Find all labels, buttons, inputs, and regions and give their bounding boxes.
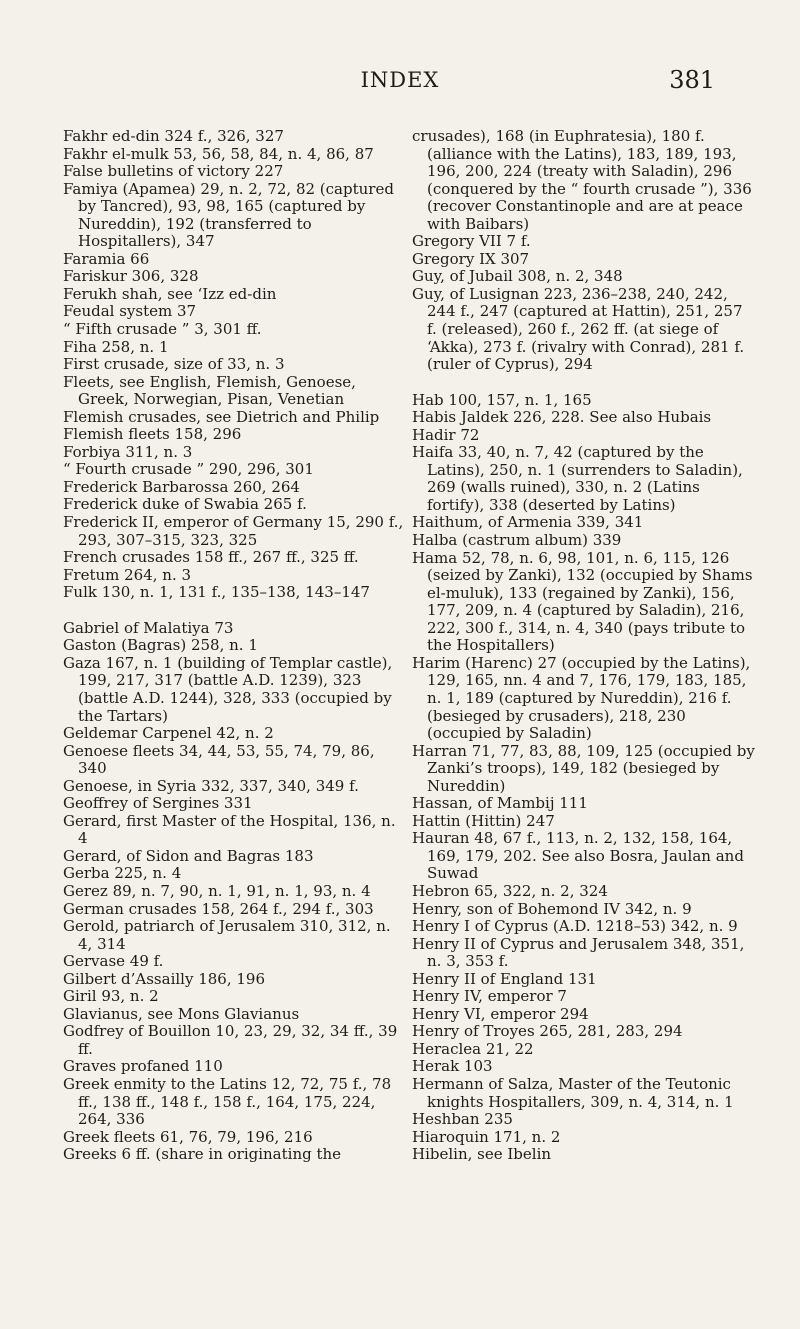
index-entry: Gilbert d’Assailly 186, 196: [63, 969, 265, 988]
index-entry: Henry VI, emperor 294: [412, 1004, 589, 1023]
index-entry: Fretum 264, n. 3: [63, 565, 192, 584]
index-entry: Hadir 72: [412, 425, 480, 444]
index-entry: Faramia 66: [63, 249, 150, 268]
letter-group-gap: [63, 602, 406, 620]
index-entry: Hibelin, see Ibelin: [412, 1145, 552, 1164]
index-entry: Graves profaned 110: [63, 1057, 223, 1076]
index-entry: Hebron 65, 322, n. 2, 324: [412, 881, 608, 900]
index-entry: Fakhr ed-din 324 f., 326, 327: [63, 127, 284, 145]
index-entry: Genoese, in Syria 332, 337, 340, 349 f.: [63, 776, 359, 795]
index-entry: Henry, son of Bohemond IV 342, n. 9: [412, 899, 692, 918]
index-entry: Herak 103: [412, 1057, 493, 1076]
index-entry: Fakhr el-mulk 53, 56, 58, 84, n. 4, 86, 87: [63, 144, 374, 163]
index-entry: German crusades 158, 264 f., 294 f., 303: [63, 899, 374, 918]
index-entry: Famiya (Apamea) 29, n. 2, 72, 82 (captured by Tancred), 93, 98, 165 (captured by Nureddin), 192 (transferred to Hospitallers), 347: [63, 179, 394, 251]
index-entry: Ferukh shah, see ‘Izz ed-din: [63, 284, 277, 303]
index-entry: Frederick duke of Swabia 265 f.: [63, 495, 307, 514]
index-entry: First crusade, size of 33, n. 3: [63, 355, 285, 374]
running-head: INDEX: [360, 68, 440, 92]
index-entry: False bulletins of victory 227: [63, 162, 284, 181]
index-entry: Glavianus, see Mons Glavianus: [63, 1004, 300, 1023]
index-entry: “ Fourth crusade ” 290, 296, 301: [63, 460, 314, 479]
index-entry: Fariskur 306, 328: [63, 267, 199, 286]
index-entry: Halba (castrum album) 339: [412, 531, 622, 550]
index-entry: Gregory VII 7 f.: [412, 232, 531, 251]
index-entry: Hattin (Hittin) 247: [412, 811, 555, 830]
index-entry: Gaston (Bagras) 258, n. 1: [63, 636, 258, 655]
index-entry: Guy, of Jubail 308, n. 2, 348: [412, 267, 623, 286]
index-entry: Gervase 49 f.: [63, 952, 164, 971]
index-entry: Guy, of Lusignan 223, 236–238, 240, 242, 244 f., 247 (captured at Hattin), 251, 257 f. (released), 260 f., 262 ff. (at siege of ‘Akka), 273 f. (rivalry with Conrad), 281 f. (ruler of Cyprus), 294: [412, 284, 745, 374]
index-entry: Genoese fleets 34, 44, 53, 55, 74, 79, 86, 340: [63, 741, 375, 778]
index-entry: Hab 100, 157, n. 1, 165: [412, 390, 592, 409]
index-entry: Gregory IX 307: [412, 249, 530, 268]
index-entry: Gaza 167, n. 1 (building of Templar castle), 199, 217, 317 (battle A.D. 1239), 323 (battle A.D. 1244), 328, 333 (occupied by the Tartars): [63, 653, 393, 725]
index-entry: Heraclea 21, 22: [412, 1039, 534, 1058]
index-entry: Hama 52, 78, n. 6, 98, 101, n. 6, 115, 126 (seized by Zanki), 132 (occupied by Shams el-muluk), 133 (regained by Zanki), 156, 177, 209, n. 4 (captured by Saladin), 216, 222, 300 f., 314, n. 4, 340 (pays tribute to the Hospitallers): [412, 548, 753, 655]
index-entry: Henry II of Cyprus and Jerusalem 348, 351, n. 3, 353 f.: [412, 934, 745, 971]
index-entry: Frederick II, emperor of Germany 15, 290 f., 293, 307–315, 323, 325: [63, 513, 404, 549]
index-entry: Greeks 6 ff. (share in originating the: [63, 1145, 342, 1164]
index-entry: French crusades 158 ff., 267 ff., 325 ff.: [63, 548, 359, 567]
index-entry: Habis Jaldek 226, 228. See also Hubais: [412, 408, 712, 427]
index-entry: Geoffrey of Sergines 331: [63, 794, 253, 813]
index-entry: Fiha 258, n. 1: [63, 337, 169, 356]
index-entry: Frederick Barbarossa 260, 264: [63, 477, 300, 496]
index-entry: Harran 71, 77, 83, 88, 109, 125 (occupied by Zanki’s troops), 149, 182 (besieged by Nureddin): [412, 741, 755, 795]
index-entry: Greek enmity to the Latins 12, 72, 75 f., 78 ff., 138 ff., 148 f., 158 f., 164, 175, 224, 264, 336: [63, 1074, 392, 1129]
index-entry: Geldemar Carpenel 42, n. 2: [63, 724, 274, 743]
index-entry: Hassan, of Mambij 111: [412, 794, 588, 813]
page-header: [0, 60, 800, 100]
index-entry: Gerold, patriarch of Jerusalem 310, 312, n. 4, 314: [63, 917, 391, 953]
index-column-right: [412, 128, 755, 1164]
page-number: 381: [669, 66, 715, 94]
index-entry: Forbiya 311, n. 3: [63, 442, 193, 461]
index-entry: Fleets, see English, Flemish, Genoese, Greek, Norwegian, Pisan, Venetian: [63, 372, 356, 409]
index-entry: “ Fifth crusade ” 3, 301 ff.: [63, 320, 262, 339]
index-entry: Henry of Troyes 265, 281, 283, 294: [412, 1022, 683, 1041]
index-entry: crusades), 168 (in Euphratesia), 180 f. (alliance with the Latins), 183, 189, 193, 196, 200, 224 (treaty with Saladin), 296 (conquered by the “ fourth crusade ”), 336 (recover Constantinople and are at peace with Baibars): [412, 127, 752, 233]
index-entry: Giril 93, n. 2: [63, 987, 159, 1006]
index-entry: Henry I of Cyprus (A.D. 1218–53) 342, n. 9: [412, 917, 738, 936]
index-entry: Flemish fleets 158, 296: [63, 425, 242, 444]
index-entry: Haithum, of Armenia 339, 341: [412, 513, 644, 532]
index-entry: Gabriel of Malatiya 73: [63, 618, 234, 637]
index-entry: Feudal system 37: [63, 302, 197, 321]
index-entry: Gerard, of Sidon and Bagras 183: [63, 846, 314, 865]
index-entry: Heshban 235: [412, 1110, 513, 1129]
index-entry: Hauran 48, 67 f., 113, n. 2, 132, 158, 164, 169, 179, 202. See also Bosra, Jaulan and Suwad: [412, 829, 744, 883]
index-entry: Greek fleets 61, 76, 79, 196, 216: [63, 1127, 313, 1146]
letter-group-gap: [412, 374, 755, 392]
index-entry: Harim (Harenc) 27 (occupied by the Latins), 129, 165, nn. 4 and 7, 176, 179, 183, 185, n. 1, 189 (captured by Nureddin), 216 f. (besieged by crusaders), 218, 230 (occupied by Saladin): [412, 653, 751, 743]
index-entry: Flemish crusades, see Dietrich and Philip: [63, 407, 380, 426]
index-entry: Henry IV, emperor 7: [412, 987, 567, 1006]
index-entry: Hermann of Salza, Master of the Teutonic knights Hospitallers, 309, n. 4, 314, n. 1: [412, 1074, 734, 1111]
index-entry: Haifa 33, 40, n. 7, 42 (captured by the Latins), 250, n. 1 (surrenders to Saladin), 269 (walls ruined), 330, n. 2 (Latins fortify), 338 (deserted by Latins): [412, 443, 743, 514]
index-entry: Fulk 130, n. 1, 131 f., 135–138, 143–147: [63, 583, 370, 602]
index-entry: Gerard, first Master of the Hospital, 136, n. 4: [63, 811, 396, 848]
index-entry: Henry II of England 131: [412, 969, 597, 988]
index-entry: Gerba 225, n. 4: [63, 864, 182, 883]
index-entry: Godfrey of Bouillon 10, 23, 29, 32, 34 ff., 39 ff.: [63, 1022, 398, 1058]
index-column-left: [63, 128, 406, 1164]
index-entry: Gerez 89, n. 7, 90, n. 1, 91, n. 1, 93, n. 4: [63, 881, 371, 900]
index-entry: Hiaroquin 171, n. 2: [412, 1127, 561, 1146]
